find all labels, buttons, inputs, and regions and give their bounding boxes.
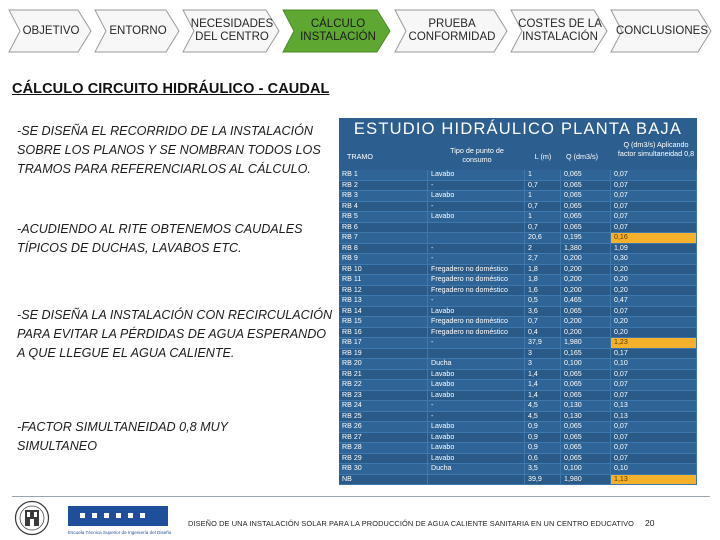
- cell-longitud: 1,8: [525, 264, 561, 275]
- cell-longitud: 1,8: [525, 275, 561, 286]
- cell-longitud: 0,5: [525, 296, 561, 307]
- cell-tramo: RB 24: [339, 401, 428, 412]
- cell-caudal: 0,065: [561, 390, 611, 401]
- cell-tipo: [428, 222, 525, 233]
- cell-caudal-factor: 0,07: [611, 212, 697, 223]
- cell-longitud: 20,6: [525, 233, 561, 244]
- cell-tramo: RB 13: [339, 296, 428, 307]
- cell-caudal: 0,065: [561, 180, 611, 191]
- cell-tipo: [428, 474, 525, 485]
- cell-caudal: 0,165: [561, 348, 611, 359]
- cell-longitud: 1: [525, 191, 561, 202]
- cell-tipo: Ducha: [428, 359, 525, 370]
- nav-step-costes[interactable]: [510, 9, 608, 53]
- nav-step-necesidades[interactable]: [182, 9, 280, 53]
- cell-caudal-factor: 0,07: [611, 369, 697, 380]
- cell-tramo: RB 21: [339, 369, 428, 380]
- header-longitud: L (m): [534, 152, 552, 161]
- header-tipo: Tipo de punto de consumo: [450, 146, 504, 164]
- nav-step-label: CÁLCULO INSTALACIÓN: [300, 18, 376, 43]
- cell-tipo: Fregadero no doméstico: [428, 317, 525, 328]
- table-row: [339, 453, 697, 464]
- cell-caudal: 0,100: [561, 359, 611, 370]
- cell-tipo: Lavabo: [428, 390, 525, 401]
- cell-tipo: Lavabo: [428, 422, 525, 433]
- cell-tipo: Lavabo: [428, 170, 525, 180]
- cell-caudal: 0,195: [561, 233, 611, 244]
- nav-step-label: NECESIDADES DEL CENTRO: [190, 18, 274, 43]
- cell-tramo: RB 16: [339, 327, 428, 338]
- nav-step-label: OBJETIVO: [22, 24, 80, 37]
- cell-longitud: 1,6: [525, 285, 561, 296]
- cell-caudal: 0,200: [561, 285, 611, 296]
- nav-step-objetivo[interactable]: [8, 9, 92, 53]
- cell-tipo: -: [428, 338, 525, 349]
- cell-longitud: 3,5: [525, 464, 561, 475]
- cell-caudal-factor: 0,07: [611, 191, 697, 202]
- cell-tipo: Lavabo: [428, 443, 525, 454]
- cell-caudal: 0,065: [561, 222, 611, 233]
- cell-caudal: 0,065: [561, 191, 611, 202]
- cell-caudal: 0,130: [561, 411, 611, 422]
- table-row: [339, 306, 697, 317]
- cell-caudal: 0,065: [561, 369, 611, 380]
- cell-tipo: -: [428, 201, 525, 212]
- cell-longitud: 1,4: [525, 380, 561, 391]
- cell-tipo: Fregadero no doméstico: [428, 264, 525, 275]
- cell-caudal-factor: 0,30: [611, 254, 697, 265]
- cell-tipo: Lavabo: [428, 380, 525, 391]
- cell-caudal-factor: 0,20: [611, 264, 697, 275]
- table-row: [339, 222, 697, 233]
- cell-longitud: 3: [525, 348, 561, 359]
- cell-tipo: Lavabo: [428, 212, 525, 223]
- cell-caudal: 0,200: [561, 317, 611, 328]
- table-row: [339, 432, 697, 443]
- cell-tipo: Lavabo: [428, 191, 525, 202]
- table-row: [339, 285, 697, 296]
- cell-tramo: NB: [339, 474, 428, 485]
- table-row: [339, 443, 697, 454]
- nav-step-label: COSTES DE LA INSTALACIÓN: [518, 18, 602, 43]
- cell-longitud: 0,9: [525, 432, 561, 443]
- table-row: [339, 380, 697, 391]
- school-name: Escuela Técnica Superior de Ingeniería del Diseño: [68, 530, 172, 535]
- cell-caudal: 0,065: [561, 422, 611, 433]
- cell-caudal-factor: 0,20: [611, 285, 697, 296]
- cell-caudal-factor: 0,07: [611, 422, 697, 433]
- cell-caudal: 0,065: [561, 453, 611, 464]
- cell-caudal-factor: 0,07: [611, 380, 697, 391]
- cell-caudal-factor: 0,13: [611, 411, 697, 422]
- cell-longitud: 1,4: [525, 390, 561, 401]
- cell-caudal-factor: 0,07: [611, 306, 697, 317]
- bullet-text-rite: -ACUDIENDO AL RITE OBTENEMOS CAUDALES TÍPICOS DE DUCHAS, LAVABOS ETC.: [17, 222, 303, 255]
- bullet-text-simultaneidad: -FACTOR SIMULTANEIDAD 0,8 MUY SIMULTANEO: [17, 420, 228, 453]
- cell-caudal: 0,465: [561, 296, 611, 307]
- nav-step-label: PRUEBA CONFORMIDAD: [408, 18, 496, 43]
- cell-caudal-factor: 0,07: [611, 432, 697, 443]
- cell-tramo: RB 1: [339, 170, 428, 180]
- cell-tramo: RB 9: [339, 254, 428, 265]
- cell-tipo: Fregadero no doméstico: [428, 285, 525, 296]
- cell-tipo: -: [428, 254, 525, 265]
- cell-caudal-factor: 0,20: [611, 327, 697, 338]
- cell-caudal: 0,065: [561, 212, 611, 223]
- cell-caudal-factor: 0,07: [611, 443, 697, 454]
- cell-tipo: -: [428, 243, 525, 254]
- cell-caudal-factor: 0,10: [611, 464, 697, 475]
- cell-caudal-factor: 0,07: [611, 390, 697, 401]
- table-row: [339, 201, 697, 212]
- cell-caudal-factor: 0,07: [611, 201, 697, 212]
- cell-longitud: 1: [525, 212, 561, 223]
- header-tramo: TRAMO: [347, 152, 373, 161]
- header-caudal: Q (dm3/s): [566, 152, 598, 161]
- cell-tramo: RB 4: [339, 201, 428, 212]
- table-row: [339, 359, 697, 370]
- cell-tipo: -: [428, 411, 525, 422]
- cell-tramo: RB 28: [339, 443, 428, 454]
- cell-tramo: RB 11: [339, 275, 428, 286]
- cell-caudal-factor: 1,13: [611, 474, 697, 485]
- cell-tramo: RB 20: [339, 359, 428, 370]
- study-table: [339, 170, 697, 485]
- study-title: ESTUDIO HIDRÁULICO PLANTA BAJA: [353, 120, 683, 138]
- cell-tramo: RB 2: [339, 180, 428, 191]
- cell-longitud: 0,9: [525, 422, 561, 433]
- table-row: [339, 317, 697, 328]
- table-row: [339, 422, 697, 433]
- table-row: [339, 474, 697, 485]
- bullet-text-recirculacion: -SE DISEÑA LA INSTALACIÓN CON RECIRCULACIÓN PARA EVITAR LA PÉRDIDAS DE AGUA ESPERANDO A QUE LLEGUE EL AGUA CALIENTE.: [17, 308, 333, 360]
- cell-caudal-factor: 1,09: [611, 243, 697, 254]
- cell-longitud: 0,6: [525, 453, 561, 464]
- header-factor: Q (dm3/s) Aplicando factor simultaneidad 0,8: [617, 140, 695, 158]
- cell-caudal: 0,100: [561, 464, 611, 475]
- table-row: [339, 170, 697, 180]
- cell-longitud: 0,7: [525, 222, 561, 233]
- cell-caudal: 0,065: [561, 170, 611, 180]
- cell-tramo: RB 23: [339, 390, 428, 401]
- cell-longitud: 0,9: [525, 443, 561, 454]
- cell-tramo: RB 5: [339, 212, 428, 223]
- cell-longitud: 37,9: [525, 338, 561, 349]
- cell-tipo: Lavabo: [428, 306, 525, 317]
- nav-step-entorno[interactable]: [94, 9, 180, 53]
- nav-step-prueba[interactable]: [394, 9, 508, 53]
- table-row: [339, 348, 697, 359]
- cell-tramo: RB 14: [339, 306, 428, 317]
- cell-caudal-factor: 0,07: [611, 453, 697, 464]
- cell-caudal-factor: 0,47: [611, 296, 697, 307]
- cell-caudal-factor: 0,07: [611, 222, 697, 233]
- cell-longitud: 0,4: [525, 327, 561, 338]
- cell-tramo: RB 26: [339, 422, 428, 433]
- cell-caudal: 1,380: [561, 243, 611, 254]
- process-navigation: [8, 9, 712, 53]
- cell-tipo: Lavabo: [428, 369, 525, 380]
- cell-caudal: 0,065: [561, 432, 611, 443]
- nav-step-conclusiones[interactable]: [610, 9, 712, 53]
- cell-tramo: RB 30: [339, 464, 428, 475]
- cell-tramo: RB 3: [339, 191, 428, 202]
- cell-tramo: RB 29: [339, 453, 428, 464]
- cell-caudal: 0,200: [561, 327, 611, 338]
- cell-longitud: 2,7: [525, 254, 561, 265]
- footer-text: DISEÑO DE UNA INSTALACIÓN SOLAR PARA LA PRODUCCIÓN DE AGUA CALIENTE SANITARIA EN UN CENTRO EDUCATIVO: [188, 519, 634, 528]
- cell-tramo: RB 6: [339, 222, 428, 233]
- cell-caudal: 0,130: [561, 401, 611, 412]
- cell-longitud: 1: [525, 170, 561, 180]
- cell-tramo: RB 8: [339, 243, 428, 254]
- cell-tipo: Ducha: [428, 464, 525, 475]
- cell-caudal-factor: 1,23: [611, 338, 697, 349]
- cell-caudal: 0,200: [561, 254, 611, 265]
- table-row: [339, 275, 697, 286]
- cell-longitud: 1,4: [525, 369, 561, 380]
- nav-step-label: CONCLUSIONES: [615, 24, 709, 37]
- table-row: [339, 264, 697, 275]
- cell-caudal: 1,980: [561, 338, 611, 349]
- cell-longitud: 4,5: [525, 411, 561, 422]
- cell-tipo: Fregadero no doméstico: [428, 275, 525, 286]
- cell-tramo: RB 17: [339, 338, 428, 349]
- hydraulic-study-panel: [339, 118, 697, 485]
- cell-caudal: 0,200: [561, 264, 611, 275]
- nav-step-label: ENTORNO: [109, 24, 167, 37]
- cell-caudal-factor: 0,16: [611, 233, 697, 244]
- cell-caudal: 1,980: [561, 474, 611, 485]
- cell-longitud: 2: [525, 243, 561, 254]
- cell-tipo: -: [428, 296, 525, 307]
- cell-longitud: 3,6: [525, 306, 561, 317]
- cell-caudal-factor: 0,20: [611, 275, 697, 286]
- cell-tipo: Lavabo: [428, 453, 525, 464]
- cell-longitud: 0,7: [525, 180, 561, 191]
- cell-tramo: RB 7: [339, 233, 428, 244]
- page-number: 20: [645, 518, 655, 528]
- table-row: [339, 338, 697, 349]
- cell-caudal: 0,200: [561, 275, 611, 286]
- cell-caudal: 0,065: [561, 380, 611, 391]
- table-row: [339, 401, 697, 412]
- cell-tipo: Fregadero no doméstico: [428, 327, 525, 338]
- university-seal-icon: [14, 500, 50, 536]
- table-row: [339, 327, 697, 338]
- cell-longitud: 4,5: [525, 401, 561, 412]
- cell-longitud: 0,7: [525, 201, 561, 212]
- cell-caudal-factor: 0,07: [611, 170, 697, 180]
- cell-caudal-factor: 0,13: [611, 401, 697, 412]
- table-row: [339, 254, 697, 265]
- table-row: [339, 212, 697, 223]
- cell-tipo: [428, 348, 525, 359]
- cell-tipo: -: [428, 401, 525, 412]
- cell-caudal: 0,065: [561, 306, 611, 317]
- table-row: [339, 180, 697, 191]
- cell-tramo: RB 19: [339, 348, 428, 359]
- cell-tramo: RB 12: [339, 285, 428, 296]
- cell-tipo: -: [428, 180, 525, 191]
- cell-longitud: 0,7: [525, 317, 561, 328]
- cell-caudal-factor: 0,17: [611, 348, 697, 359]
- cell-tramo: RB 22: [339, 380, 428, 391]
- table-row: [339, 296, 697, 307]
- bullet-text-recorrido: -SE DISEÑA EL RECORRIDO DE LA INSTALACIÓN SOBRE LOS PLANOS Y SE NOMBRAN TODOS LOS TRAMOS PARA REFERENCIARLOS AL CÁLCULO.: [17, 124, 321, 176]
- section-title: CÁLCULO CIRCUITO HIDRÁULICO - CAUDAL: [12, 81, 330, 97]
- cell-tramo: RB 10: [339, 264, 428, 275]
- table-row: [339, 464, 697, 475]
- cell-longitud: 3: [525, 359, 561, 370]
- cell-tramo: RB 15: [339, 317, 428, 328]
- cell-tramo: RB 25: [339, 411, 428, 422]
- table-row: [339, 411, 697, 422]
- cell-caudal-factor: 0,07: [611, 180, 697, 191]
- footer-divider: [12, 496, 710, 497]
- table-row: [339, 390, 697, 401]
- nav-step-calculo[interactable]: [282, 9, 392, 53]
- table-row: [339, 243, 697, 254]
- cell-caudal-factor: 0,10: [611, 359, 697, 370]
- cell-caudal: 0,065: [561, 443, 611, 454]
- table-row: [339, 191, 697, 202]
- cell-caudal: 0,065: [561, 201, 611, 212]
- cell-tipo: Lavabo: [428, 432, 525, 443]
- table-row: [339, 233, 697, 244]
- cell-longitud: 39,9: [525, 474, 561, 485]
- cell-tipo: [428, 233, 525, 244]
- cell-tramo: RB 27: [339, 432, 428, 443]
- table-row: [339, 369, 697, 380]
- cell-caudal-factor: 0,20: [611, 317, 697, 328]
